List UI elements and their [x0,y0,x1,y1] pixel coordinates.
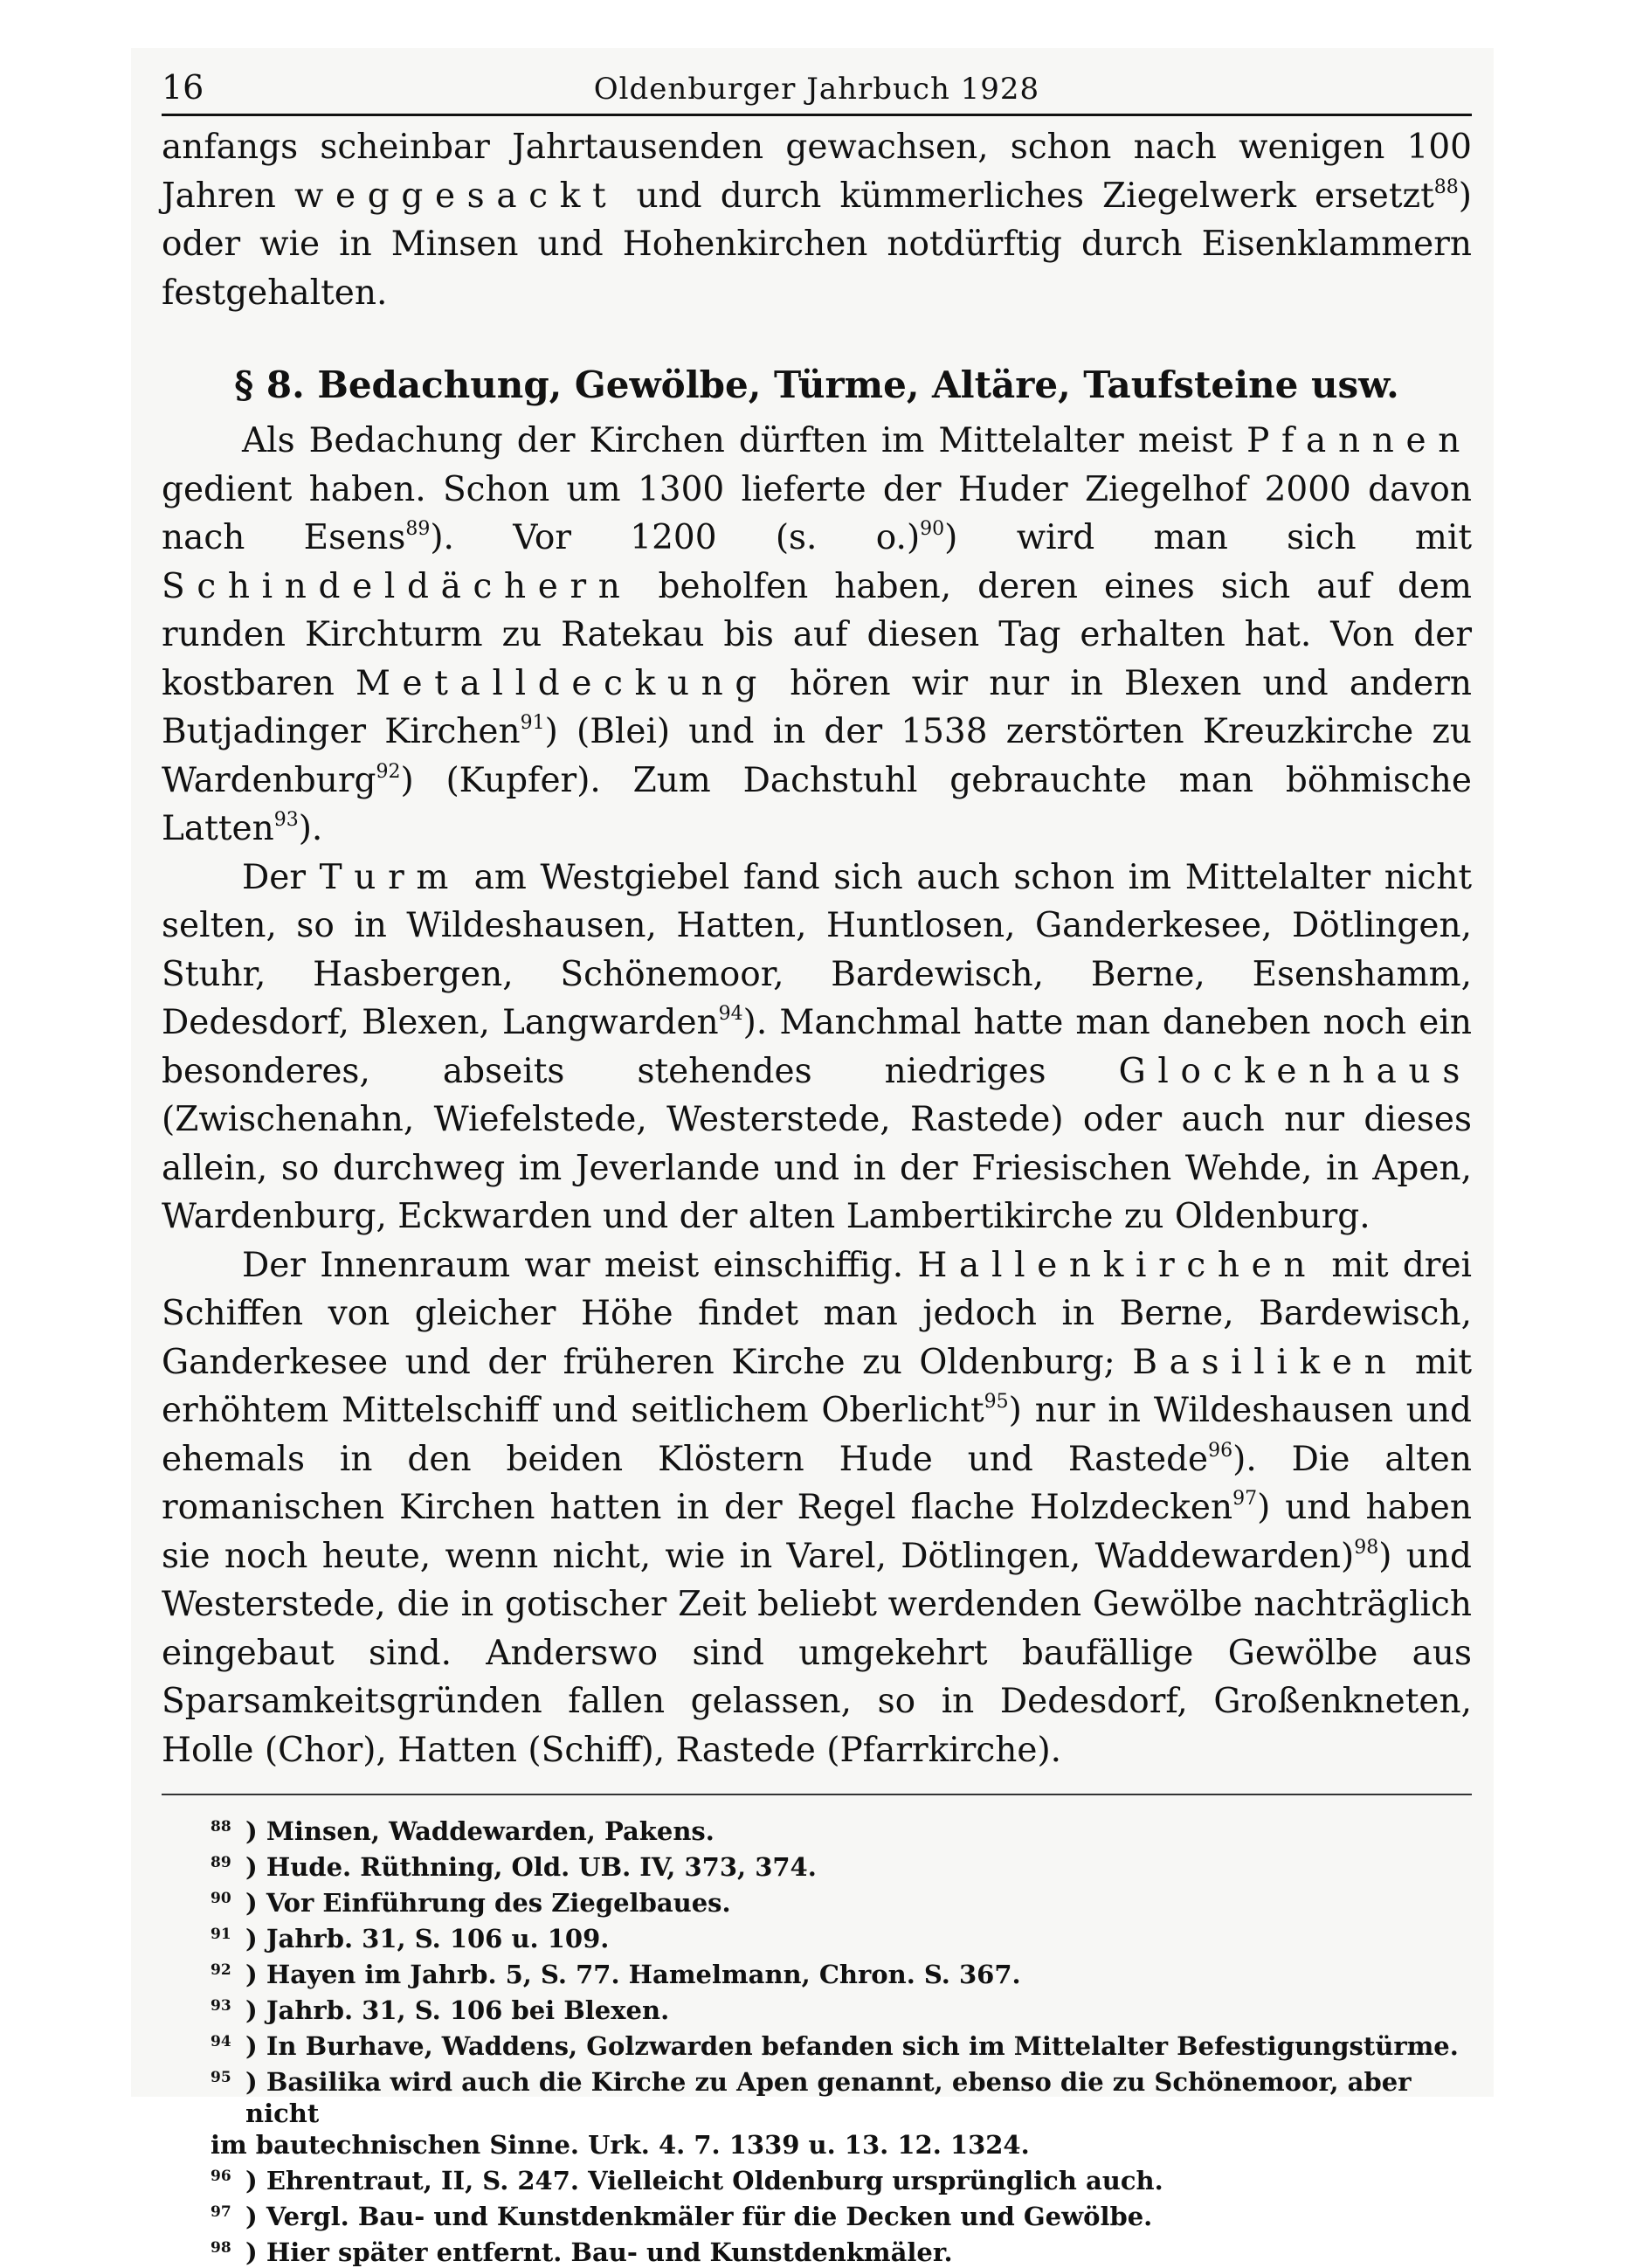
footnote-number: 98 [211,2239,231,2257]
emphasized-term: weggesackt [293,176,618,216]
footnote-ref: 94 [718,1003,743,1025]
text-run: ) und Westerstede, die in gotischer Zeit beliebt werdenden Gewölbe nachträglich eingebaut sind. Anderswo sind umgekehrt baufällige Gewölbe aus Sparsamkeitsgründen fallen gelassen, so in Dedesdorf, Großenkneten, Holle (Chor), Hatten (Schiff), Rastede (Pfarrkirche). [162,1536,1472,1770]
emphasized-term: Turm [319,857,460,897]
footnote-number: 97 [211,2203,231,2221]
emphasized-term: Hallenkirchen [917,1245,1318,1285]
emphasized-term: Glockenhaus [1118,1051,1472,1091]
footnote-91 [162,1919,1472,1954]
running-header [162,70,1472,116]
text-run: ) oder wie in Minsen und Hohenkirchen notdürftig durch Eisenklammern festgehalten. [162,176,1472,313]
footnote-text: ) Basilika wird auch die Kirche zu Apen genannt, ebenso die zu Schönemoor, aber nicht [245,2067,1412,2128]
text-run: Als Bedachung der Kirchen dürften im Mittelalter meist [242,421,1247,460]
footnote-text: ) Hier später entfernt. Bau- und Kunstdenkmäler. [245,2237,953,2267]
footnote-number: 94 [211,2033,231,2050]
footnote-number: 96 [211,2168,231,2185]
footnote-95 [162,2062,1472,2129]
footnote-93 [162,1990,1472,2026]
text-run: am Westgiebel fand sich auch schon im Mittelalter nicht selten, so in Wildeshausen, Hatten, Huntlosen, Ganderkesee, Dötlingen, Stuhr, Hasbergen, Schönemoor, Bardewisch, Berne, Esenshamm, Dedesdorf, Blexen, Langwarden [162,857,1472,1042]
running-title: Oldenburger Jahrbuch 1928 [593,72,1040,107]
text-run: und durch kümmerliches Ziegelwerk ersetzt [618,176,1434,216]
footnote-number: 88 [211,1818,231,1836]
footnote-text: ) In Burhave, Waddens, Golzwarden befanden sich im Mittelalter Befestigungstürme. [245,2031,1459,2061]
footnote-text: ) Ehrentraut, II, S. 247. Vielleicht Oldenburg ursprünglich auch. [245,2166,1163,2195]
footnote-ref: 91 [520,712,545,734]
footnote-94 [162,2026,1472,2062]
footnote-text: ) Jahrb. 31, S. 106 u. 109. [245,1924,610,1953]
footnote-97 [162,2196,1472,2232]
page-number: 16 [162,68,204,107]
footnote-text: ) Hude. Rüthning, Old. UB. IV, 373, 374. [245,1852,817,1882]
footnotes [162,1811,1472,2268]
text-run: anfangs scheinbar Jahrtausenden gewachsen, schon nach wenigen 100 Jahren [162,128,1472,216]
emphasized-term: Schindeldächern [162,566,632,606]
footnote-number: 90 [211,1890,231,1907]
text-run: beholfen haben, deren eines sich auf dem runden Kirchturm zu Ratekau bis auf diesen Tag erhalten hat. Von der kostbaren [162,566,1472,703]
footnote-ref: 93 [273,809,299,831]
text-run: Der Innenraum war meist einschiffig. [242,1245,918,1285]
footnote-98 [162,2232,1472,2268]
continuation-paragraph [162,123,1472,317]
text-run: ) wird man sich mit [944,518,1472,557]
footnote-continuation: im bautechnischen Sinne. Urk. 4. 7. 1339 u. 13. 12. 1324. [211,2130,1030,2160]
footnote-number: 93 [211,1997,231,2015]
footnote-ref: 89 [405,518,431,540]
footnote-96 [162,2161,1472,2196]
text-run: ) (Kupfer). Zum Dachstuhl gebrauchte man böhmische Latten [162,760,1472,848]
text-run: (Zwischenahn, Wiefelstede, Westerstede, Rastede) oder auch nur dieses allein, so durchweg im Jeverlande und in der Friesischen Wehde, in Apen, Wardenburg, Eckwarden und der alten Lambertikirche zu Oldenburg. [162,1100,1472,1236]
text-run: Der [242,857,320,897]
text-run: hören wir nur in Blexen und andern Butjadinger Kirchen [162,663,1472,751]
footnote-number: 92 [211,1961,231,1979]
footnote-number: 91 [211,1926,231,1943]
footnote-text: ) Jahrb. 31, S. 106 bei Blexen. [245,1995,670,2025]
footnote-ref: 95 [984,1391,1009,1413]
footnote-text: ) Hayen im Jahrb. 5, S. 77. Hamelmann, Chron. S. 367. [245,1960,1021,1989]
footnote-ref: 90 [920,518,945,540]
footnote-text: ) Vergl. Bau- und Kunstdenkmäler für die Decken und Gewölbe. [245,2202,1153,2231]
text-run: ) und haben sie noch heute, wenn nicht, wie in Varel, Dötlingen, Waddewarden) [162,1488,1472,1576]
footnote-ref: 88 [1433,176,1459,198]
footnote-ref: 97 [1232,1488,1258,1510]
footnote-number: 95 [211,2069,231,2086]
text-run: ). Vor 1200 (s. o.) [430,518,921,557]
text-run: ). Die alten romanischen Kirchen hatten in der Regel flache Holzdecken [162,1439,1472,1527]
paragraph-turm [162,854,1472,1241]
footnote-separator [162,1794,1472,1795]
emphasized-term: Metalldeckung [355,663,770,703]
text-run: gedient haben. Schon um 1300 lieferte der Huder Ziegelhof 2000 davon nach Esens [162,469,1472,557]
footnote-90 [162,1883,1472,1919]
text-run: ). Manchmal hatte man daneben noch ein besonderes, abseits stehendes niedriges [162,1003,1472,1091]
emphasized-term: Basiliken [1132,1342,1398,1382]
footnote-text: ) Minsen, Waddewarden, Pakens. [245,1816,715,1846]
footnote-92 [162,1954,1472,1990]
text-run: ). [298,809,323,848]
text-run: mit erhöhtem Mittelschiff und seitlichem Oberlicht [162,1342,1472,1430]
footnote-ref: 98 [1354,1536,1379,1559]
footnote-ref: 92 [376,760,401,783]
section-heading: § 8. Bedachung, Gewölbe, Türme, Altäre, Taufsteine usw. [234,363,1399,406]
footnote-ref: 96 [1208,1439,1233,1462]
text-run: mit drei Schiffen von gleicher Höhe findet man jedoch in Berne, Bardewisch, Ganderkesee und der früheren Kirche zu Oldenburg; [162,1245,1473,1382]
footnote-89 [162,1847,1472,1883]
text-run: ) (Blei) und in der 1538 zerstörten Kreuzkirche zu Wardenburg [162,712,1472,800]
paragraph-bedachung [162,417,1472,854]
text-run: ) nur in Wildeshausen und ehemals in den beiden Klöstern Hude und Rastede [162,1391,1473,1479]
footnote-text: ) Vor Einführung des Ziegelbaues. [245,1888,731,1918]
paragraph-innenraum [162,1241,1472,1775]
footnote-number: 89 [211,1854,231,1871]
footnote-88 [162,1811,1472,1847]
emphasized-term: Pfannen [1246,421,1472,460]
book-page [162,70,1472,2268]
